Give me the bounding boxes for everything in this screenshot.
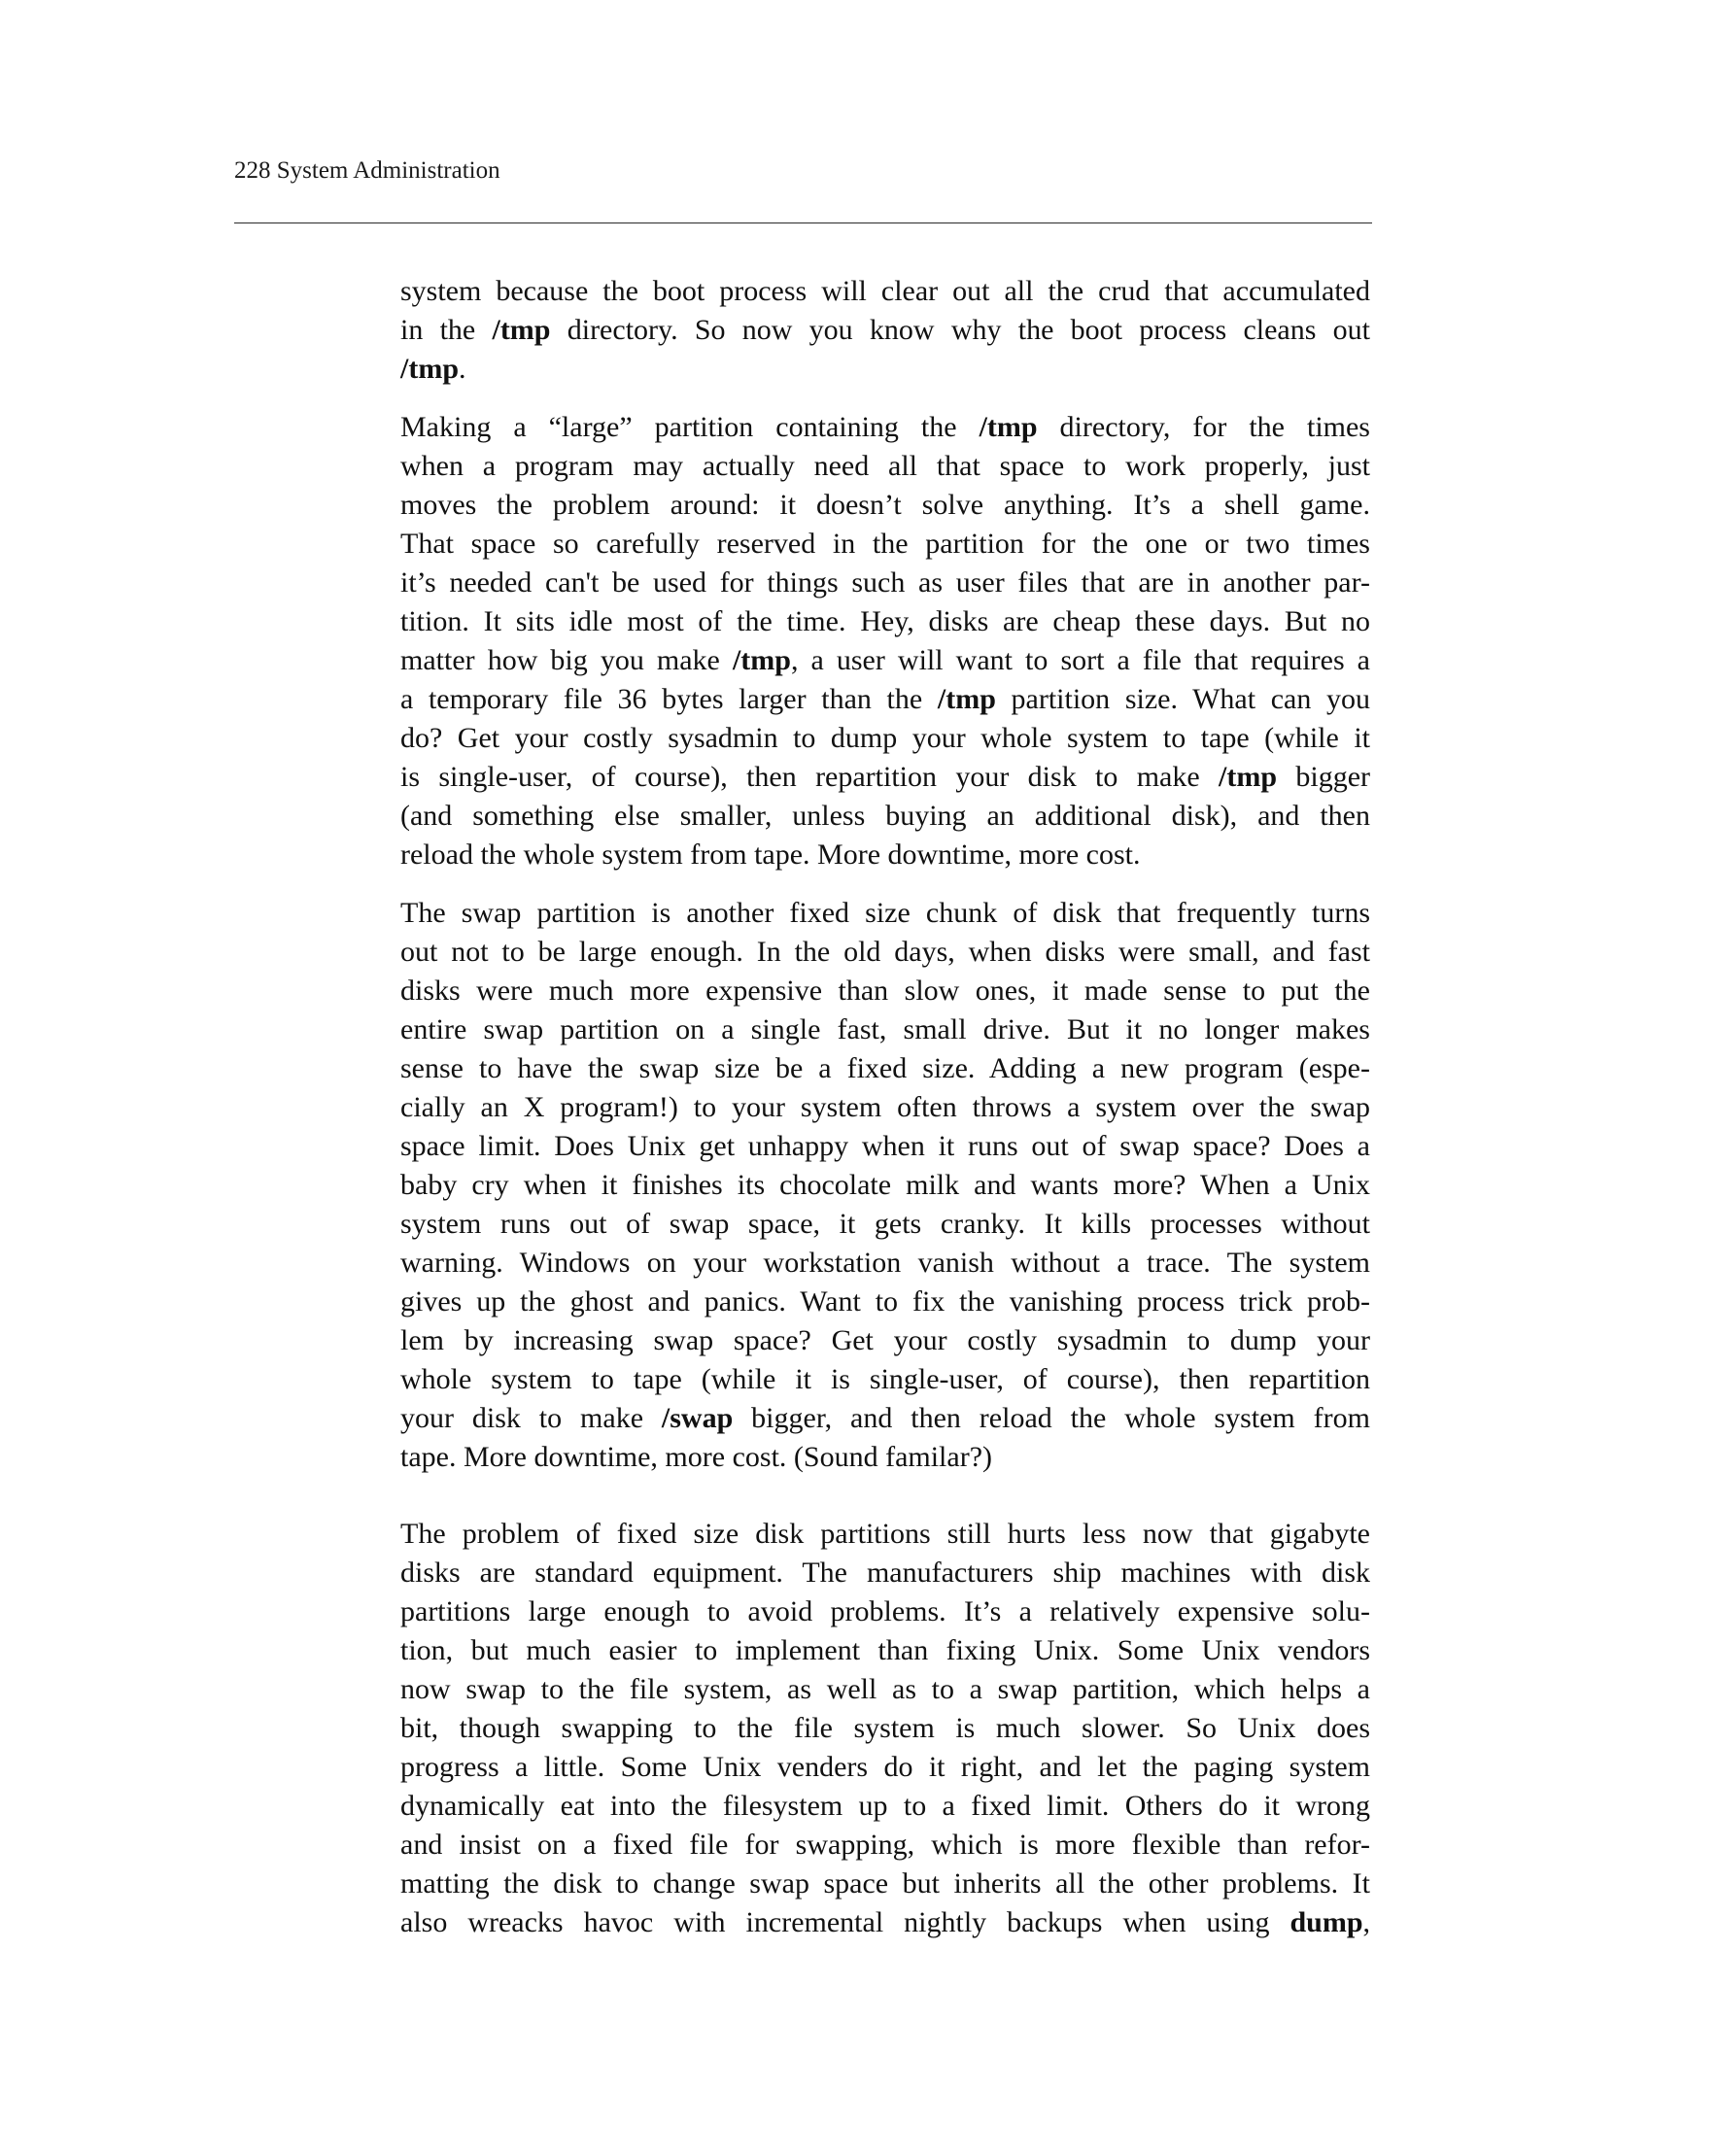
text-run: your disk to make: [400, 1402, 662, 1434]
bold-term: /tmp: [979, 411, 1038, 443]
text-line: [400, 525, 1370, 564]
text-line: [400, 1670, 1370, 1709]
text-line: [400, 447, 1370, 486]
bold-term: /tmp: [732, 644, 791, 676]
bold-term: /swap: [661, 1402, 734, 1434]
text-line: [400, 1049, 1370, 1088]
text-line: [400, 797, 1370, 836]
text-run: lem by increasing swap space? Get your costly sysadmin to dump your: [400, 1324, 1370, 1356]
text-run: .: [459, 353, 466, 385]
text-line: [400, 1903, 1370, 1942]
text-line: [400, 1360, 1370, 1399]
text-run: it’s needed can't be used for things such as user files that are in another par-: [400, 566, 1370, 599]
text-run: ,: [1362, 1906, 1370, 1938]
text-line: [400, 1399, 1370, 1438]
text-line: [400, 1166, 1370, 1205]
text-run: reload the whole system from tape. More downtime, more cost.: [400, 838, 1141, 871]
text-line: [400, 1748, 1370, 1787]
text-line: [400, 1283, 1370, 1321]
text-run: matter how big you make: [400, 644, 733, 676]
text-run: tape. More downtime, more cost. (Sound familar?): [400, 1441, 992, 1473]
text-line: [400, 1709, 1370, 1748]
text-run: bit, though swapping to the file system is much slower. So Unix does: [400, 1712, 1370, 1744]
text-line: [400, 1515, 1370, 1554]
text-run: matting the disk to change swap space but inherits all the other problems. It: [400, 1867, 1370, 1899]
bold-term: /tmp: [1219, 761, 1278, 793]
text-run: in the: [400, 314, 493, 346]
text-line: [400, 1088, 1370, 1127]
text-line: [400, 1787, 1370, 1826]
text-line: [400, 311, 1370, 350]
text-run: That space so carefully reserved in the partition for the one or two times: [400, 528, 1370, 560]
text-run: baby cry when it finishes its chocolate milk and wants more? When a Unix: [400, 1169, 1370, 1201]
body-text: [400, 272, 1370, 1942]
text-run: partition size. What can you: [995, 683, 1371, 715]
text-run: sense to have the swap size be a fixed size. Adding a new program (espe-: [400, 1052, 1370, 1084]
text-run: space limit. Does Unix get unhappy when it runs out of swap space? Does a: [400, 1130, 1370, 1162]
text-run: disks were much more expensive than slow ones, it made sense to put the: [400, 975, 1370, 1007]
text-run: gives up the ghost and panics. Want to fix the vanishing process trick prob-: [400, 1285, 1370, 1318]
text-run: moves the problem around: it doesn’t solve anything. It’s a shell game.: [400, 489, 1370, 521]
text-run: directory. So now you know why the boot process cleans out: [550, 314, 1370, 346]
text-run: out not to be large enough. In the old days, when disks were small, and fast: [400, 936, 1370, 968]
running-head: [234, 155, 500, 187]
text-run: partitions large enough to avoid problems. It’s a relatively expensive solu-: [400, 1595, 1370, 1627]
text-line: [400, 1205, 1370, 1244]
text-run: , a user will want to sort a file that requires a: [790, 644, 1370, 676]
header-rule: [234, 222, 1372, 223]
text-run: a temporary file 36 bytes larger than the: [400, 683, 938, 715]
text-line: [400, 272, 1370, 311]
text-run: The swap partition is another fixed size chunk of disk that frequently turns: [400, 897, 1370, 929]
text-run: bigger: [1277, 761, 1370, 793]
paragraph: [400, 1515, 1370, 1942]
text-run: entire swap partition on a single fast, small drive. But it no longer makes: [400, 1013, 1370, 1045]
page-number: 228: [234, 157, 271, 184]
paragraph: [400, 272, 1370, 389]
text-run: whole system to tape (while it is single-user, of course), then repartition: [400, 1363, 1370, 1395]
running-title: System Administration: [276, 157, 500, 184]
text-line: [400, 1244, 1370, 1283]
text-line: [400, 758, 1370, 797]
text-line: [400, 1554, 1370, 1592]
paragraph: [400, 894, 1370, 1477]
text-line: [400, 1438, 1370, 1477]
bold-term: /tmp: [492, 314, 551, 346]
text-run: The problem of fixed size disk partitions still hurts less now that gigabyte: [400, 1518, 1370, 1550]
text-run: system runs out of swap space, it gets cranky. It kills processes without: [400, 1208, 1370, 1240]
text-run: Making a “large” partition containing the: [400, 411, 980, 443]
text-run: dynamically eat into the filesystem up to a fixed limit. Others do it wrong: [400, 1790, 1370, 1822]
text-line: [400, 602, 1370, 641]
text-run: now swap to the file system, as well as to a swap partition, which helps a: [400, 1673, 1370, 1705]
text-line: [400, 972, 1370, 1010]
text-run: tion, but much easier to implement than fixing Unix. Some Unix vendors: [400, 1634, 1370, 1666]
bold-term: /tmp: [400, 353, 459, 385]
text-run: also wreacks havoc with incremental nightly backups when using: [400, 1906, 1290, 1938]
text-run: directory, for the times: [1037, 411, 1370, 443]
bold-term: /tmp: [937, 683, 996, 715]
text-line: [400, 1321, 1370, 1360]
text-run: disks are standard equipment. The manufacturers ship machines with disk: [400, 1557, 1370, 1589]
text-run: bigger, and then reload the whole system from: [733, 1402, 1370, 1434]
text-line: [400, 408, 1370, 447]
text-line: [400, 894, 1370, 933]
text-line: [400, 564, 1370, 602]
text-run: warning. Windows on your workstation vanish without a trace. The system: [400, 1247, 1370, 1279]
text-line: [400, 1010, 1370, 1049]
text-run: and insist on a fixed file for swapping, which is more flexible than refor-: [400, 1829, 1370, 1861]
bold-term: dump: [1289, 1906, 1363, 1938]
text-run: when a program may actually need all that space to work properly, just: [400, 450, 1370, 482]
text-run: progress a little. Some Unix venders do it right, and let the paging system: [400, 1751, 1370, 1783]
text-line: [400, 836, 1370, 874]
text-line: [400, 1127, 1370, 1166]
text-line: [400, 1826, 1370, 1865]
text-line: [400, 486, 1370, 525]
text-run: tition. It sits idle most of the time. Hey, disks are cheap these days. But no: [400, 605, 1370, 637]
text-line: [400, 641, 1370, 680]
text-run: is single-user, of course), then repartition your disk to make: [400, 761, 1220, 793]
paragraph: [400, 408, 1370, 874]
text-line: [400, 680, 1370, 719]
text-line: [400, 350, 1370, 389]
text-run: do? Get your costly sysadmin to dump your whole system to tape (while it: [400, 722, 1370, 754]
text-line: [400, 1865, 1370, 1903]
text-line: [400, 933, 1370, 972]
text-line: [400, 719, 1370, 758]
text-run: (and something else smaller, unless buying an additional disk), and then: [400, 800, 1370, 832]
text-line: [400, 1592, 1370, 1631]
text-line: [400, 1631, 1370, 1670]
text-run: system because the boot process will clear out all the crud that accumulated: [400, 275, 1370, 307]
text-run: cially an X program!) to your system often throws a system over the swap: [400, 1091, 1370, 1123]
